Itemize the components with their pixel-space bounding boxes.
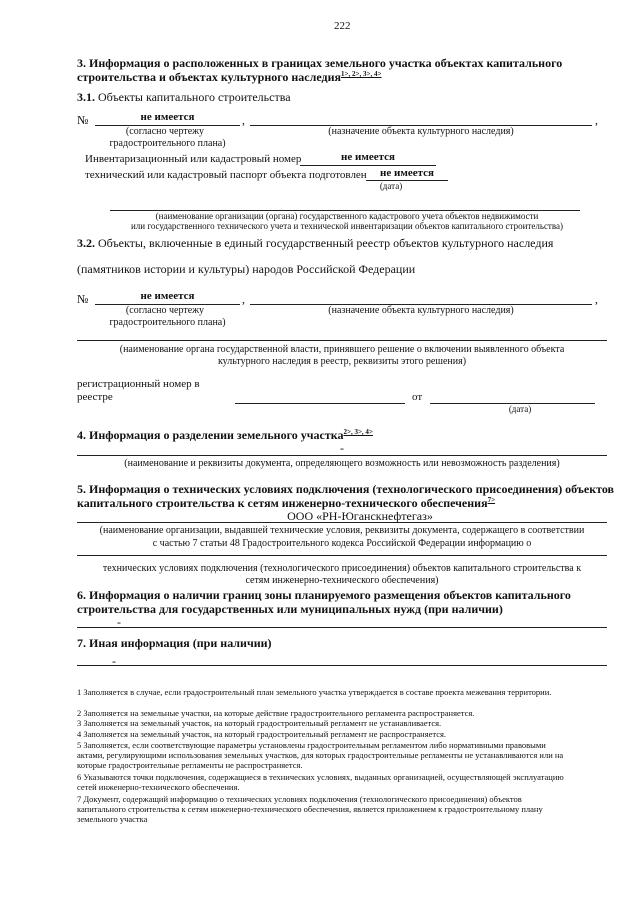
gov-underline: [77, 340, 607, 341]
caption-gpzu: градостроительного плана): [109, 138, 226, 149]
section-7-underline: [77, 665, 607, 666]
footnote-5: 5 Заполняется, если соответствующие параметры установлены градостроительным регламентом либо нормативными правовыми актами, регулирующими использования земельных участков, для которых градостроительные регламенты не устанавливаются или на которые градостроительные регламенты не распространяется.: [77, 740, 564, 770]
footnote-refs: 7>: [487, 496, 496, 504]
registration-number-label-line2: реестре: [77, 391, 113, 403]
section-5-title-line1: 5. Информация о технических условиях подключения (технологического присоединения) объектов: [77, 482, 615, 496]
section-5-caption-line2: с частью 7 статьи 48 Градостроительного кодекса Российской Федерации информацию о: [152, 538, 532, 549]
caption-gpzu: градостроительного плана): [109, 317, 226, 328]
section-7-title: 7. Иная информация (при наличии): [77, 636, 272, 650]
from-label: от: [412, 391, 423, 403]
inventory-number-label: Инвентаризационный или кадастровый номер: [85, 153, 302, 165]
section-5-caption-line4: сетям инженерно-технического обеспечения): [245, 575, 439, 586]
footnote-4: 4 Заполняется на земельный участок, на который градостроительный регламент не распространяется.: [77, 729, 447, 739]
section-3-title-line1: 3. Информация о расположенных в границах земельного участка объектах капитального: [77, 56, 563, 70]
date-caption: (дата): [508, 404, 532, 414]
footnote-3: 3 Заполняется на земельный участок, на который градостроительный регламент не устанавливается.: [77, 718, 442, 728]
footnote-refs: 1>, 2>, 3>, 4>: [341, 70, 382, 78]
comma: ,: [242, 113, 245, 127]
comma: ,: [595, 292, 598, 306]
caption-purpose: (назначение объекта культурного наследия): [328, 126, 514, 137]
section-7-value: -: [112, 654, 116, 668]
number-label: №: [77, 292, 89, 306]
section-5-underline-2: [77, 555, 607, 556]
footnote-1: 1 Заполняется в случае, если градостроительный план земельного участка утверждается в составе проекта межевания территории.: [77, 687, 552, 697]
section-5-caption-line3: технических условиях подключения (технологического присоединения) объектов капитального строительства к: [102, 563, 582, 574]
comma: ,: [242, 292, 245, 306]
section-5-title-line2: капитального строительства к сетям инженерно-технического обеспечения$^{7>}$: [77, 496, 496, 510]
comma: ,: [595, 113, 598, 127]
section-5-caption-line1: (наименование организации, выдавшей технические условия, реквизиты документа, содержащего в соответствии: [99, 525, 585, 536]
section-6-value: -: [117, 615, 121, 629]
footnote-refs: 2>, 3>, 4>: [343, 428, 373, 436]
section-4-title: 4. Информация о разделении земельного участка$^{2>, 3>, 4>}$: [77, 428, 373, 442]
gov-caption-line1: (наименование органа государственной власти, принявшего решение о включении выявленного объекта: [119, 344, 565, 355]
registration-number-label-line1: регистрационный номер в: [77, 378, 200, 390]
section-3-title-line2: строительства и объектах культурного наследия$^{1>, 2>, 3>, 4>}$: [77, 70, 382, 84]
page-number: 222: [334, 20, 351, 32]
section-5-underline: [77, 522, 607, 523]
caption-per-drawing: (согласно чертежу: [125, 305, 205, 316]
registry-object-number-value: не имеется: [140, 290, 195, 302]
date-caption: (дата): [379, 181, 403, 191]
section-4-value: -: [340, 441, 344, 455]
section-4-caption: (наименование и реквизиты документа, определяющего возможность или невозможность разделения): [124, 458, 560, 469]
org-caption-line2: или государственного технического учета и технической инвентаризации объектов капитального строительства): [130, 221, 563, 231]
section-6-title-line1: 6. Информация о наличии границ зоны планируемого размещения объектов капитального: [77, 588, 571, 602]
footnote-2: 2 Заполняется на земельные участки, на которые действие градостроительного регламента распространяется.: [77, 708, 475, 718]
utility-organization-value: ООО «РН-Юганскнефтегаз»: [287, 509, 433, 523]
registration-underline: [235, 403, 405, 404]
gov-caption-line2: культурного наследия в реестр, реквизиты этого решения): [217, 356, 467, 367]
section-6-title-line2: строительства для государственных или муниципальных нужд (при наличии): [77, 602, 503, 616]
inventory-number-value: не имеется: [341, 151, 395, 163]
section-3-2-heading-line2: (памятников истории и культуры) народов Российской Федерации: [77, 262, 416, 276]
section-6-underline: [77, 627, 607, 628]
tech-passport-value: не имеется: [380, 167, 434, 179]
number-label: №: [77, 113, 89, 127]
footnote-7: 7 Документ, содержащий информацию о технических условиях подключения (технологического присоединения) объектов капитального строительства к сетям инженерно-технического обеспечения, является приложением к градостроительному плану земельного участка: [77, 794, 543, 824]
section-3-2-heading: 3.2. Объекты, включенные в единый государственный реестр объектов культурного наследия: [77, 236, 554, 250]
tech-passport-label: технический или кадастровый паспорт объекта подготовлен: [85, 169, 367, 181]
caption-per-drawing: (согласно чертежу: [125, 126, 205, 137]
caption-purpose: (назначение объекта культурного наследия): [328, 305, 514, 316]
inventory-underline: [300, 165, 436, 166]
section-4-underline: [77, 455, 607, 456]
object-number-value: не имеется: [140, 111, 195, 123]
org-caption-line1: (наименование организации (органа) государственного кадастрового учета объектов недвижимости: [155, 211, 539, 221]
footnote-6: 6 Указываются точки подключения, содержащиеся в технических условиях, выданных организацией, осуществляющей эксплуатацию сетей инженерно-технического обеспечения.: [77, 772, 564, 792]
section-3-1-heading: 3.1. Объекты капитального строительства: [77, 90, 291, 104]
